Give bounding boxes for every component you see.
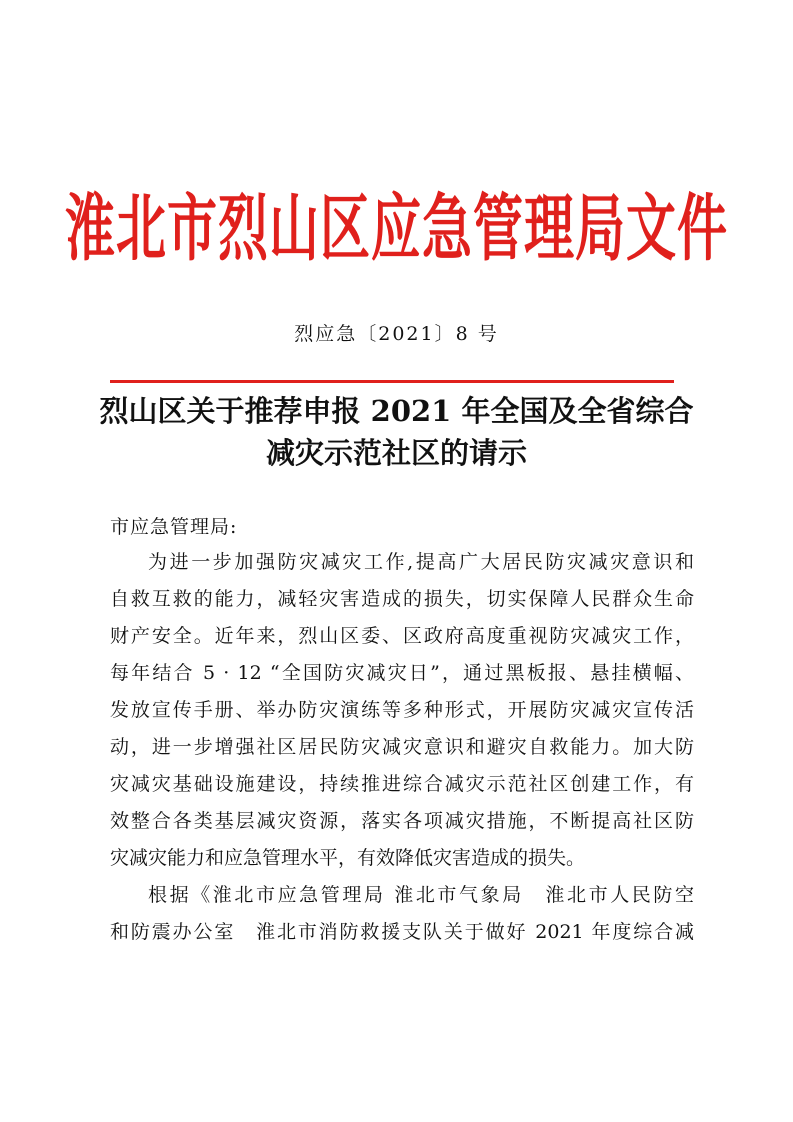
title-line-1: 烈山区关于推荐申报 2021 年全国及全省综合 [99, 394, 694, 428]
paragraph-1-line: 效整合各类基层减灾资源，落实各项减灾措施，不断提高社区防 [110, 810, 694, 832]
document-title [80, 390, 713, 474]
paragraph-1-line: 灾减灾基础设施建设，持续推进综合减灾示范社区创建工作，有 [110, 773, 694, 795]
paragraph-1-line: 每年结合 5 · 12 “全国防灾减灾日”，通过黑板报、悬挂横幅、 [110, 662, 694, 684]
paragraph-1-line: 为进一步加强防灾减灾工作,提高广大居民防灾减灾意识和 [148, 551, 694, 573]
document-number: 烈应急〔2021〕8 号 [294, 323, 499, 345]
paragraph-1-line: 灾减灾能力和应急管理水平，有效降低灾害造成的损失。 [110, 847, 586, 869]
masthead-title: 淮北市烈山区应急管理局文件 [65, 186, 728, 271]
red-divider-line [110, 380, 674, 383]
paragraph-1-line: 自救互救的能力，减轻灾害造成的损失，切实保障人民群众生命 [110, 588, 694, 610]
paragraph-2-line: 和防震办公室 淮北市消防救援支队关于做好 2021 年度综合减 [110, 921, 694, 943]
paragraph-1-line: 发放宣传手册、举办防灾演练等多种形式，开展防灾减灾宣传活 [110, 699, 694, 721]
paragraph-1-line: 财产安全。近年来，烈山区委、区政府高度重视防灾减灾工作， [110, 625, 694, 647]
addressee: 市应急管理局: [110, 516, 238, 538]
document-body [110, 544, 694, 951]
paragraph-2-line: 根据《淮北市应急管理局 淮北市气象局 淮北市人民防空 [148, 884, 694, 906]
title-line-2: 减灾示范社区的请示 [265, 436, 527, 470]
paragraph-1-line: 动，进一步增强社区居民防灾减灾意识和避灾自救能力。加大防 [110, 736, 694, 758]
